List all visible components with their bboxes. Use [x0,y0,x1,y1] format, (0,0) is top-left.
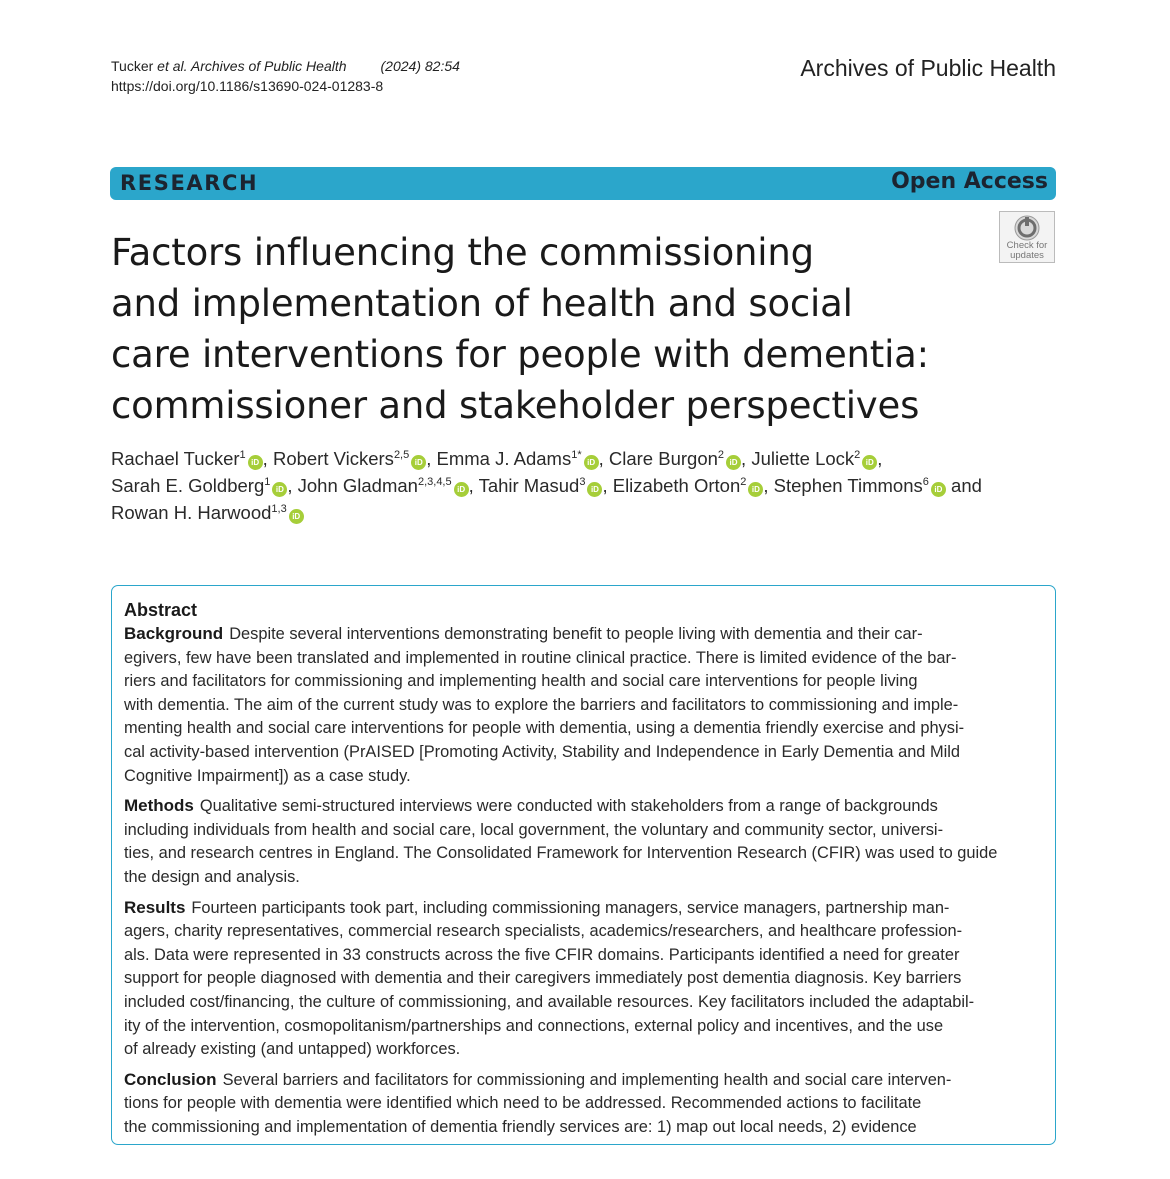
author-name-text: Robert Vickers [272,448,394,469]
abstract-line-text: cal activity-based intervention (PrAISED [Promoting Activity, Stability and Independence in Early Dementia and Mild [124,742,961,761]
abstract-line-text: riers and facilitators for commissioning and implementing health and social care interventions for people living [124,672,918,691]
abstract-line-text: including individuals from health and social care, local government, the voluntary and community sector, universi- [124,820,944,839]
abstract-section-label: Methods [124,796,194,816]
orcid-icon[interactable]: iD [272,482,287,497]
check-for-updates-button[interactable] [999,211,1055,263]
abstract-line-text: menting health and social care interventions for people with dementia, using a dementia friendly exercise and physi- [124,719,965,738]
abstract-line [124,765,1043,789]
journal-name: Archives of Public Health [800,55,1056,81]
author-affiliation: 2,5 [393,449,410,461]
abstract-line [124,866,1043,890]
orcid-icon[interactable]: iD [454,482,469,497]
author-name-text: Stephen Timmons [773,475,923,496]
author-affiliation: 2,3,4,5 [417,476,452,488]
author-separator: , [763,475,774,496]
author-affiliation: 3 [579,476,586,488]
author-name-text: Juliette Lock [751,448,855,469]
abstract-line [124,794,1043,819]
doi-link[interactable]: https://doi.org/10.1186/s13690-024-01283-8 [111,78,384,94]
author-separator: , [426,448,437,469]
abstract-line-text: agers, charity representatives, commercial research specialists, academics/researchers, and healthcare profession- [124,922,963,941]
abstract-box [111,585,1056,1145]
abstract-line [124,944,1043,968]
orcid-icon[interactable]: iD [411,455,426,470]
title-line: commissioner and stakeholder perspectives [111,384,920,427]
abstract-line-text: the commissioning and implementation of dementia friendly services are: 1) map out local needs, 2) evidence [124,1117,917,1136]
author-name-text: Sarah E. Goldberg [111,475,265,496]
abstract-line-text: the design and analysis. [124,867,300,886]
abstract-line [124,1068,1043,1093]
author-affiliation: 2 [740,476,747,488]
abstract-line [124,1015,1043,1039]
orcid-icon[interactable]: iD [587,482,602,497]
abstract-line [124,622,1043,647]
abstract-line [124,819,1043,843]
orcid-icon[interactable]: iD [248,455,263,470]
abstract-section-conclusion [124,1068,1043,1140]
author-line [111,445,1051,472]
author-separator: , [598,448,609,469]
author-affiliation: 2 [854,449,861,461]
author-name[interactable] [273,448,409,469]
abstract-line-text: support for people diagnosed with dementia and their caregivers immediately post dementia diagnosis. Key barriers [124,969,962,988]
citation-etal: et al. [157,58,188,74]
author-separator: , [741,448,752,469]
abstract-sections [124,622,1043,1139]
author-separator: , [602,475,613,496]
author-line [111,499,1051,526]
author-name[interactable] [479,475,586,496]
citation-authors: Tucker [111,58,158,74]
author-line [111,472,1051,499]
author-name-text: Rachael Tucker [111,448,240,469]
abstract-line [124,647,1043,671]
title-line: care interventions for people with dementia: [111,333,929,376]
author-name[interactable] [111,448,246,469]
author-name[interactable] [298,475,452,496]
orcid-icon[interactable]: iD [748,482,763,497]
author-affiliation: 1* [571,449,582,461]
abstract-line [124,1092,1043,1116]
author-separator: , [262,448,273,469]
author-list [111,445,1051,526]
check-for-updates-line1: Check for [1006,240,1048,251]
author-name[interactable] [111,475,270,496]
author-separator: , [468,475,479,496]
title-line: Factors influencing the commissioning [111,231,814,274]
abstract-line [124,842,1043,866]
author-affiliation: 1,3 [271,503,287,515]
abstract-line-text: Despite several interventions demonstrating benefit to people living with dementia and their car- [229,625,923,643]
abstract-line-text: ity of the intervention, cosmopolitanism/partnerships and connections, external policy and incentives, and the use [124,1016,944,1035]
abstract-line [124,717,1043,741]
author-separator: , [287,475,298,496]
author-separator: and [945,475,982,496]
abstract-line [124,1038,1043,1062]
abstract-line-text: Cognitive Impairment]) as a case study. [124,766,411,785]
orcid-icon[interactable]: iD [726,455,741,470]
check-for-updates-icon [1014,215,1040,241]
author-name-text: John Gladman [297,475,418,496]
abstract-line-text: of already existing (and untapped) workforces. [124,1040,461,1059]
abstract-line-text: with dementia. The aim of the current study was to explore the barriers and facilitators to commissioning and imple- [124,695,959,714]
citation-line [111,56,460,76]
abstract-line [124,991,1043,1015]
abstract-section-label: Background [124,624,224,643]
citation-header [111,56,460,96]
abstract-line [124,967,1043,991]
author-name[interactable] [609,448,724,469]
abstract-line-text: ties, and research centres in England. The Consolidated Framework for Intervention Research (CFIR) was used to guide [124,844,998,863]
abstract-section-label: Results [124,897,186,917]
author-name[interactable] [613,475,747,496]
author-name[interactable] [111,502,287,523]
article-title [111,227,991,431]
abstract-line [124,920,1043,944]
citation-journal: Archives of Public Health [187,58,347,74]
orcid-icon[interactable]: iD [584,455,599,470]
open-access-label: Open Access [891,169,1048,194]
author-affiliation: 2 [717,449,725,461]
author-name-text: Rowan H. Harwood [111,502,272,523]
check-for-updates-line2: updates [1010,250,1044,261]
abstract-line [124,670,1043,694]
author-name[interactable] [751,448,860,469]
abstract-line [124,694,1043,718]
author-name[interactable] [437,448,582,469]
citation-year: (2024) 82:54 [380,58,460,74]
author-affiliation: 1 [239,449,246,461]
author-affiliation: 6 [922,476,929,488]
abstract-line-text: tions for people with dementia were identified which need to be addressed. Recommended actions to facilitate [124,1094,922,1113]
author-name-text: Tahir Masud [478,475,580,496]
orcid-icon[interactable]: iD [862,455,877,470]
abstract-line-text: included cost/financing, the culture of commissioning, and available resources. Key facilitators included the adaptabil- [124,992,975,1011]
abstract-line-text: als. Data were represented in 33 constructs across the five CFIR domains. Participants identified a need for greater [124,945,960,964]
author-affiliation: 1 [264,476,271,488]
title-line: and implementation of health and social [111,282,853,325]
author-name-text: Elizabeth Orton [612,475,741,496]
abstract-section-results [124,896,1043,1062]
author-name[interactable] [774,475,929,496]
abstract-line-text: Fourteen participants took part, including commissioning managers, service managers, partnership man- [191,898,950,917]
author-name-text: Clare Burgon [608,448,718,469]
abstract-line-text: Several barriers and facilitators for commissioning and implementing health and social care interven- [222,1070,952,1089]
abstract-section-background [124,622,1043,788]
article-type-label: RESEARCH [120,171,259,195]
abstract-line [124,741,1043,765]
abstract-line [124,896,1043,921]
abstract-heading: Abstract [124,600,198,620]
abstract-line-text: Qualitative semi-structured interviews were conducted with stakeholders from a range of backgrounds [199,797,938,816]
author-separator: , [877,448,883,469]
abstract-section-label: Conclusion [124,1069,217,1089]
abstract-line [124,1116,1043,1140]
orcid-icon[interactable]: iD [931,482,946,497]
abstract-section-methods [124,794,1043,889]
abstract-line-text: egivers, few have been translated and implemented in routine clinical practice. There is limited evidence of the bar- [124,648,957,667]
article-type-banner [110,167,1056,200]
orcid-icon[interactable]: iD [289,509,304,524]
author-name-text: Emma J. Adams [436,448,572,469]
